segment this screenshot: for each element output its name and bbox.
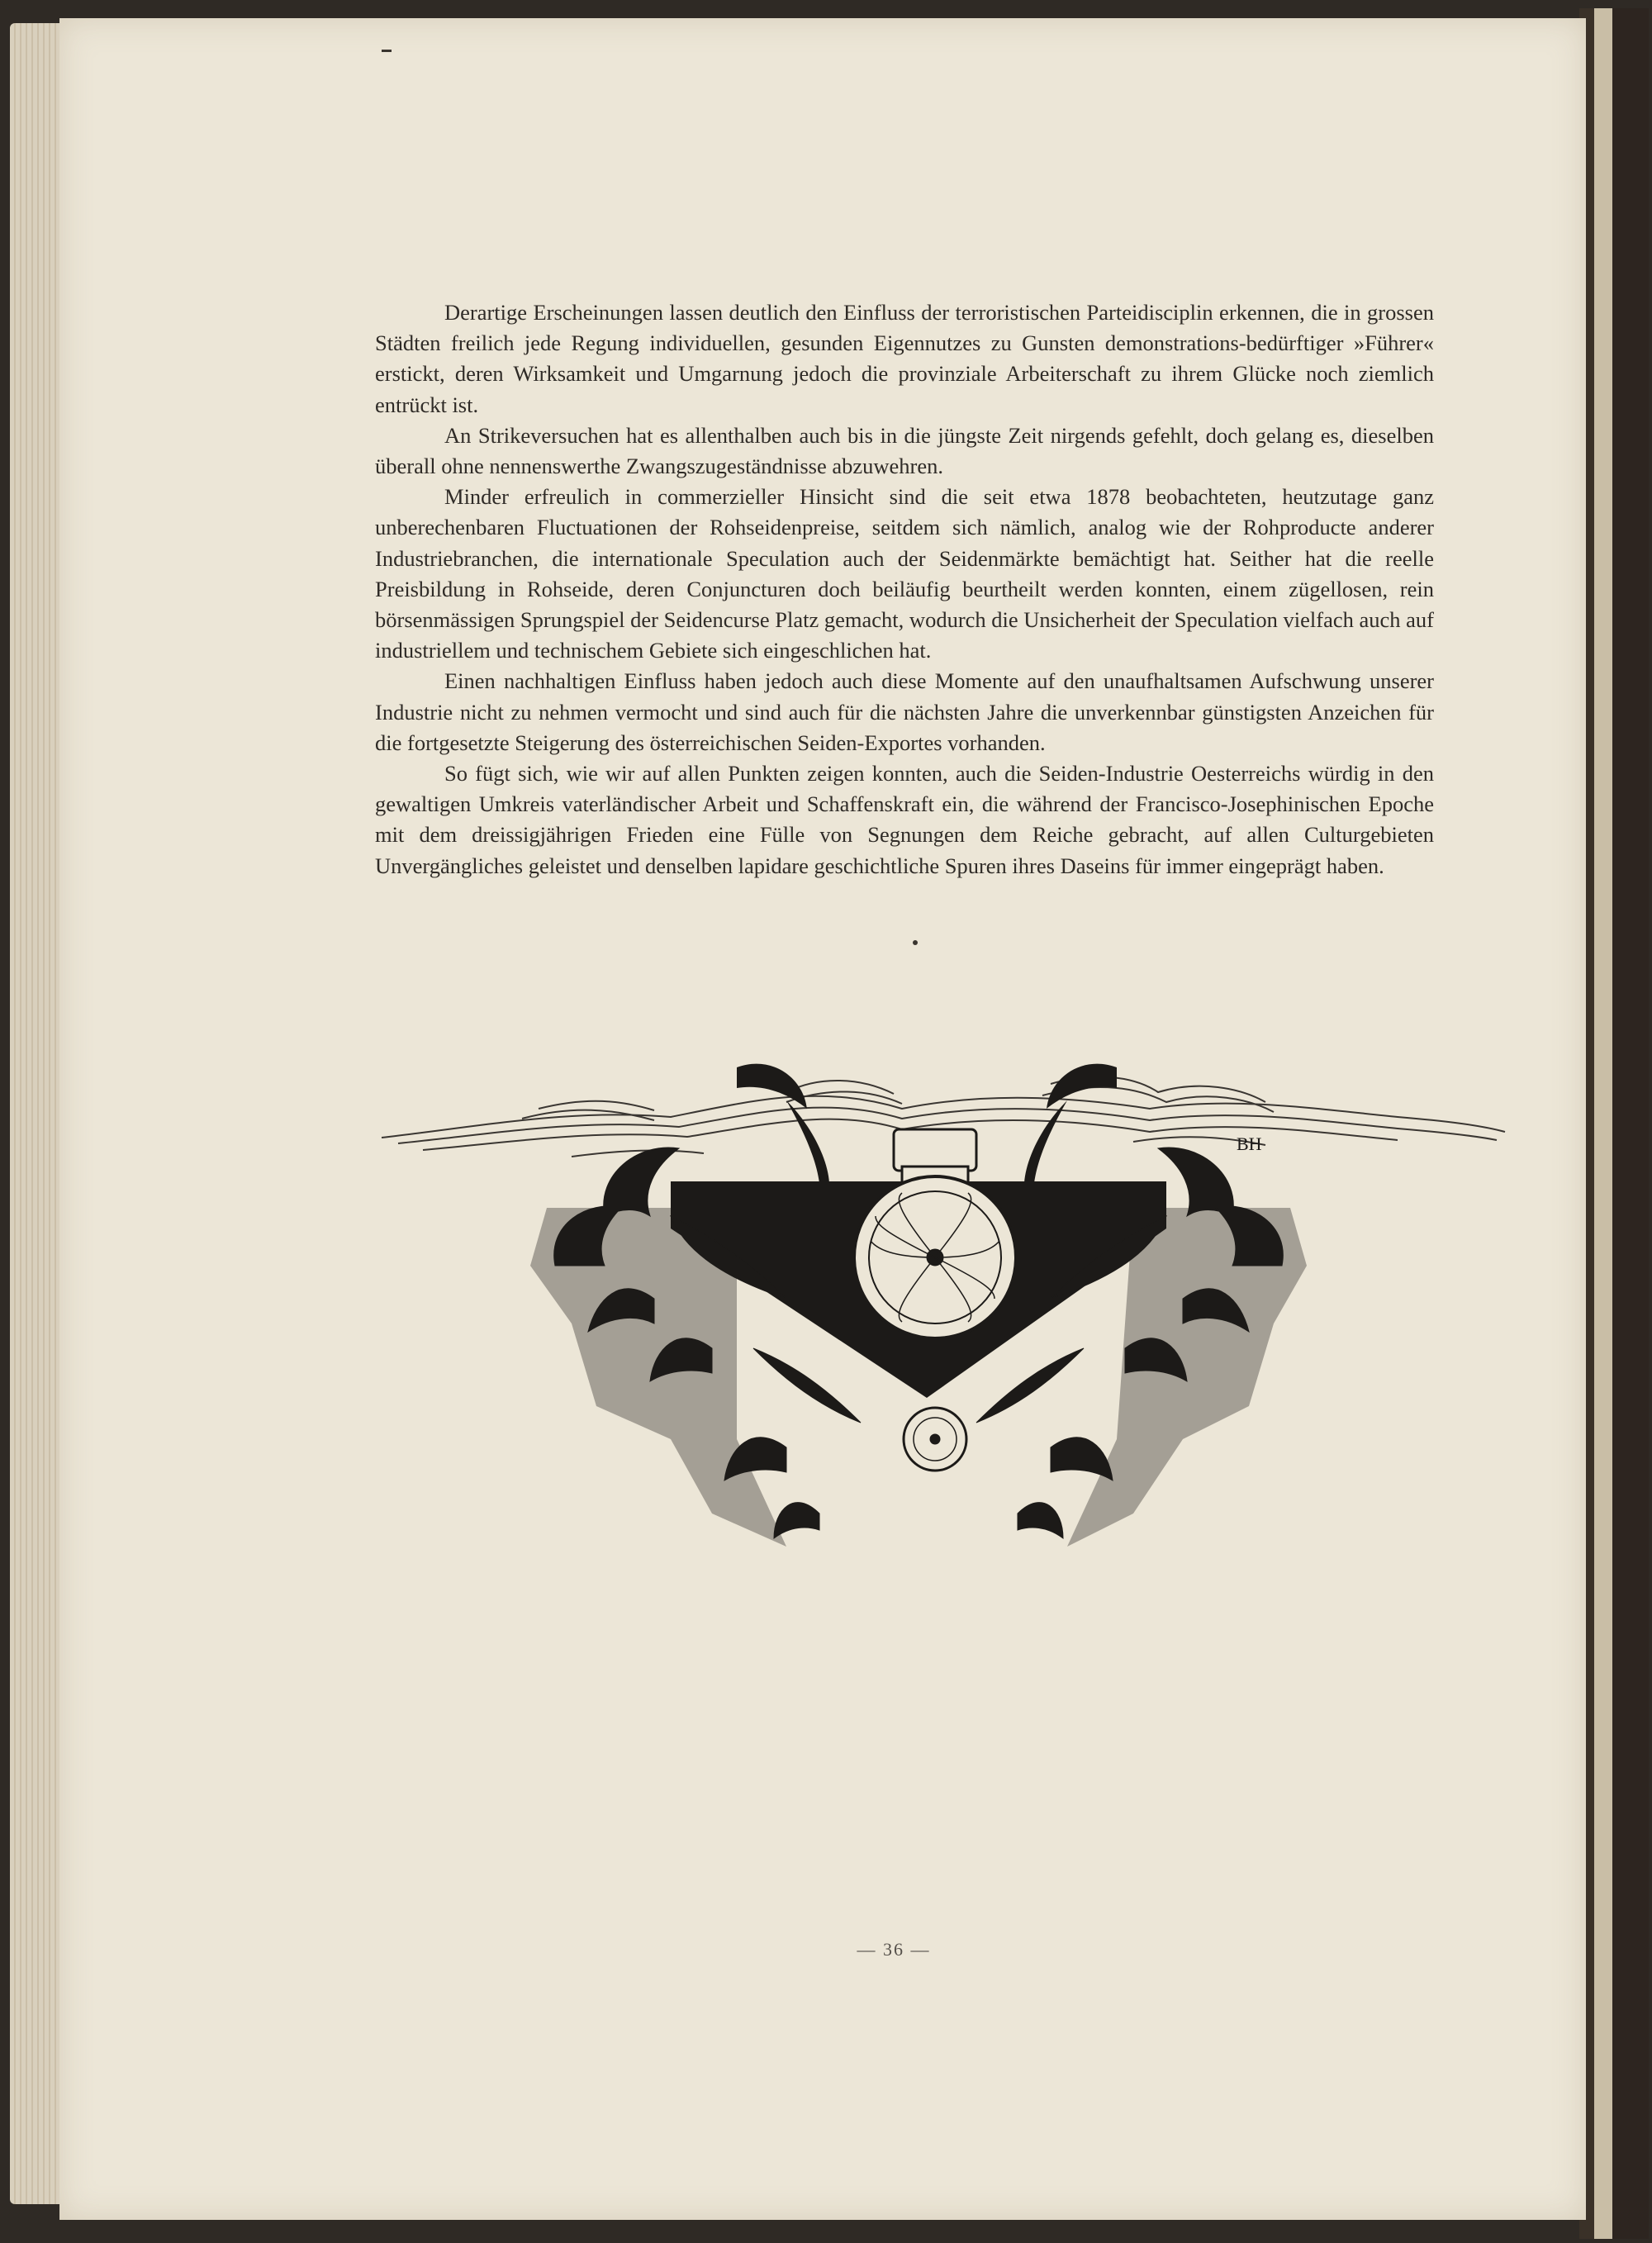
- body-text: [375, 297, 1434, 882]
- page-number: — 36 —: [857, 1939, 931, 1960]
- small-gear-wheel: [904, 1408, 966, 1471]
- paragraph: Minder erfreulich in commerzieller Hinsicht sind die seit etwa 1878 beobachteten, heutzutage ganz unberechenbaren Fluctuationen der Rohseidenpreise, seitdem sich nämlich, analog wie der Rohproducte anderer Industriebranchen, die internationale Speculation auch der Seidenmärkte bemächtigt hat. Seither hat die reelle Preisbildung in Rohseide, deren Conjuncturen doch beiläufig beurtheilt werden konnten, einem zügellosen, rein börsenmässigen Sprungspiel der Seidencurse Platz gemacht, wodurch die Unsicherheit der Speculation vielfach auch auf industriellem und technischem Gebiete sich eingeschlichen hat.: [375, 484, 1434, 663]
- book-page: [59, 18, 1586, 2220]
- print-mark: [382, 50, 392, 52]
- paragraph: An Strikeversuchen hat es allenthalben auch bis in die jüngste Zeit nirgends gefehlt, doch gelang es, dieselben überall ohne nennenswerthe Zwangszugeständnisse abzuwehren.: [375, 422, 1434, 479]
- paragraph: So fügt sich, wie wir auf allen Punkten zeigen konnten, auch die Seiden-Industrie Oesterreichs würdig in den gewaltigen Umkreis vaterländischer Arbeit und Schaffenskraft ein, die während der Francisco-Josephinischen Epoche mit dem dreissigjährigen Frieden eine Fülle von Segnungen dem Reiche gebracht, auf allen Culturgebieten Unvergängliches geleistet und denselben lapidare geschichtliche Spuren ihres Daseins für immer eingeprägt haben.: [375, 761, 1434, 878]
- paragraph: Derartige Erscheinungen lassen deutlich den Einfluss der terroristischen Parteidisciplin erkennen, die in grossen Städten freilich jede Regung individuellen, gesunden Eigennutzes zu Gunsten demonstrations-bedürftiger »Führer« erstickt, deren Wirksamkeit und Umgarnung jedoch die provinziale Arbeiterschaft zu ihrem Glücke noch ziemlich entrückt ist.: [375, 300, 1434, 417]
- paragraph: Einen nachhaltigen Einfluss haben jedoch auch diese Momente auf den unaufhaltsamen Aufschwung unserer Industrie nicht zu nehmen vermocht und sind auch für die nächsten Jahre die unverkennbar günstigsten Anzeichen für die fortgesetzte Steigerung des österreichischen Seiden-Exportes vorhanden.: [375, 668, 1434, 755]
- ink-dot: [913, 940, 918, 945]
- turbine-wheel: [854, 1176, 1016, 1338]
- book-spine-edge: [1579, 8, 1649, 2239]
- artist-monogram: BH: [1237, 1133, 1262, 1154]
- decorative-vignette: [324, 1051, 1513, 1580]
